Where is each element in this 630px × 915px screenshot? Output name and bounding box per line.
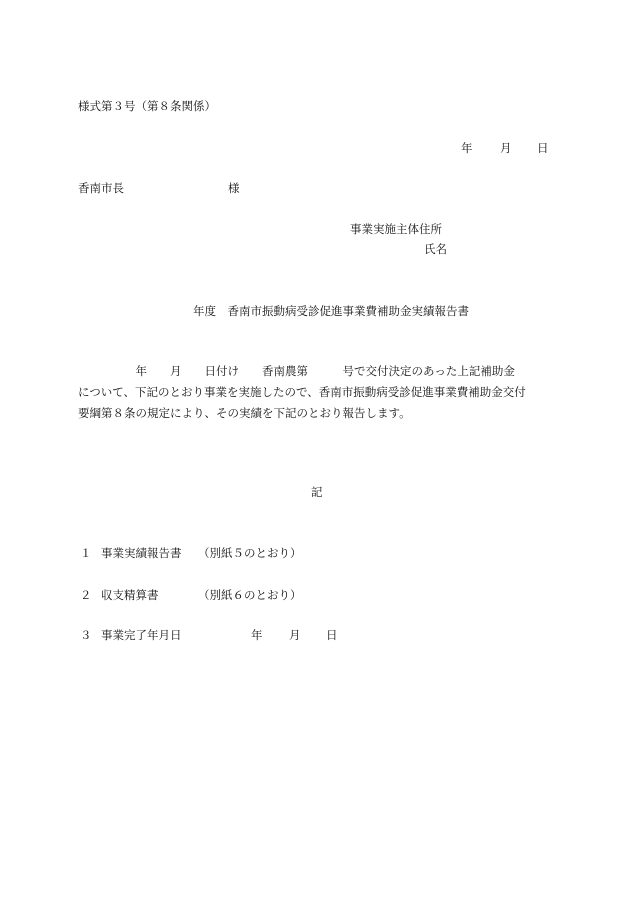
item-label: 事業実績報告書 xyxy=(101,546,182,560)
date-day-label: 日 xyxy=(537,141,549,155)
item-note: （別紙６のとおり） xyxy=(198,588,302,602)
ki-heading: 記 xyxy=(311,485,323,499)
applicant-name-label: 氏名 xyxy=(424,242,447,256)
document-title: 年度 香南市振動病受診促進事業費補助金実績報告書 xyxy=(193,304,469,318)
applicant-address-label: 事業実施主体住所 xyxy=(350,222,442,236)
body-line-1: 年 月 日付け 香南農第 号で交付決定のあった上記補助金 xyxy=(78,364,515,378)
date-month-label: 月 xyxy=(500,141,512,155)
body-paragraph xyxy=(78,361,558,424)
item-label: 事業完了年月日 xyxy=(101,628,182,642)
item-label: 収支精算書 xyxy=(101,588,159,602)
item-day-label: 日 xyxy=(326,628,338,642)
item-year-label: 年 xyxy=(251,628,263,642)
item-number: ３ xyxy=(80,628,92,642)
item-number: ２ xyxy=(80,588,92,602)
body-line-2: について、下記のとおり事業を実施したので、香南市振動病受診促進事業費補助金交付 xyxy=(78,385,526,399)
body-line-3: 要綱第８条の規定により、その実績を下記のとおり報告します。 xyxy=(78,406,411,420)
item-number: １ xyxy=(80,546,92,560)
form-number: 様式第３号（第８条関係） xyxy=(78,99,216,113)
item-note: （別紙５のとおり） xyxy=(198,546,302,560)
addressee-honorific: 様 xyxy=(228,181,240,195)
date-year-label: 年 xyxy=(461,141,473,155)
item-month-label: 月 xyxy=(289,628,301,642)
addressee-name: 香南市長 xyxy=(78,181,124,195)
